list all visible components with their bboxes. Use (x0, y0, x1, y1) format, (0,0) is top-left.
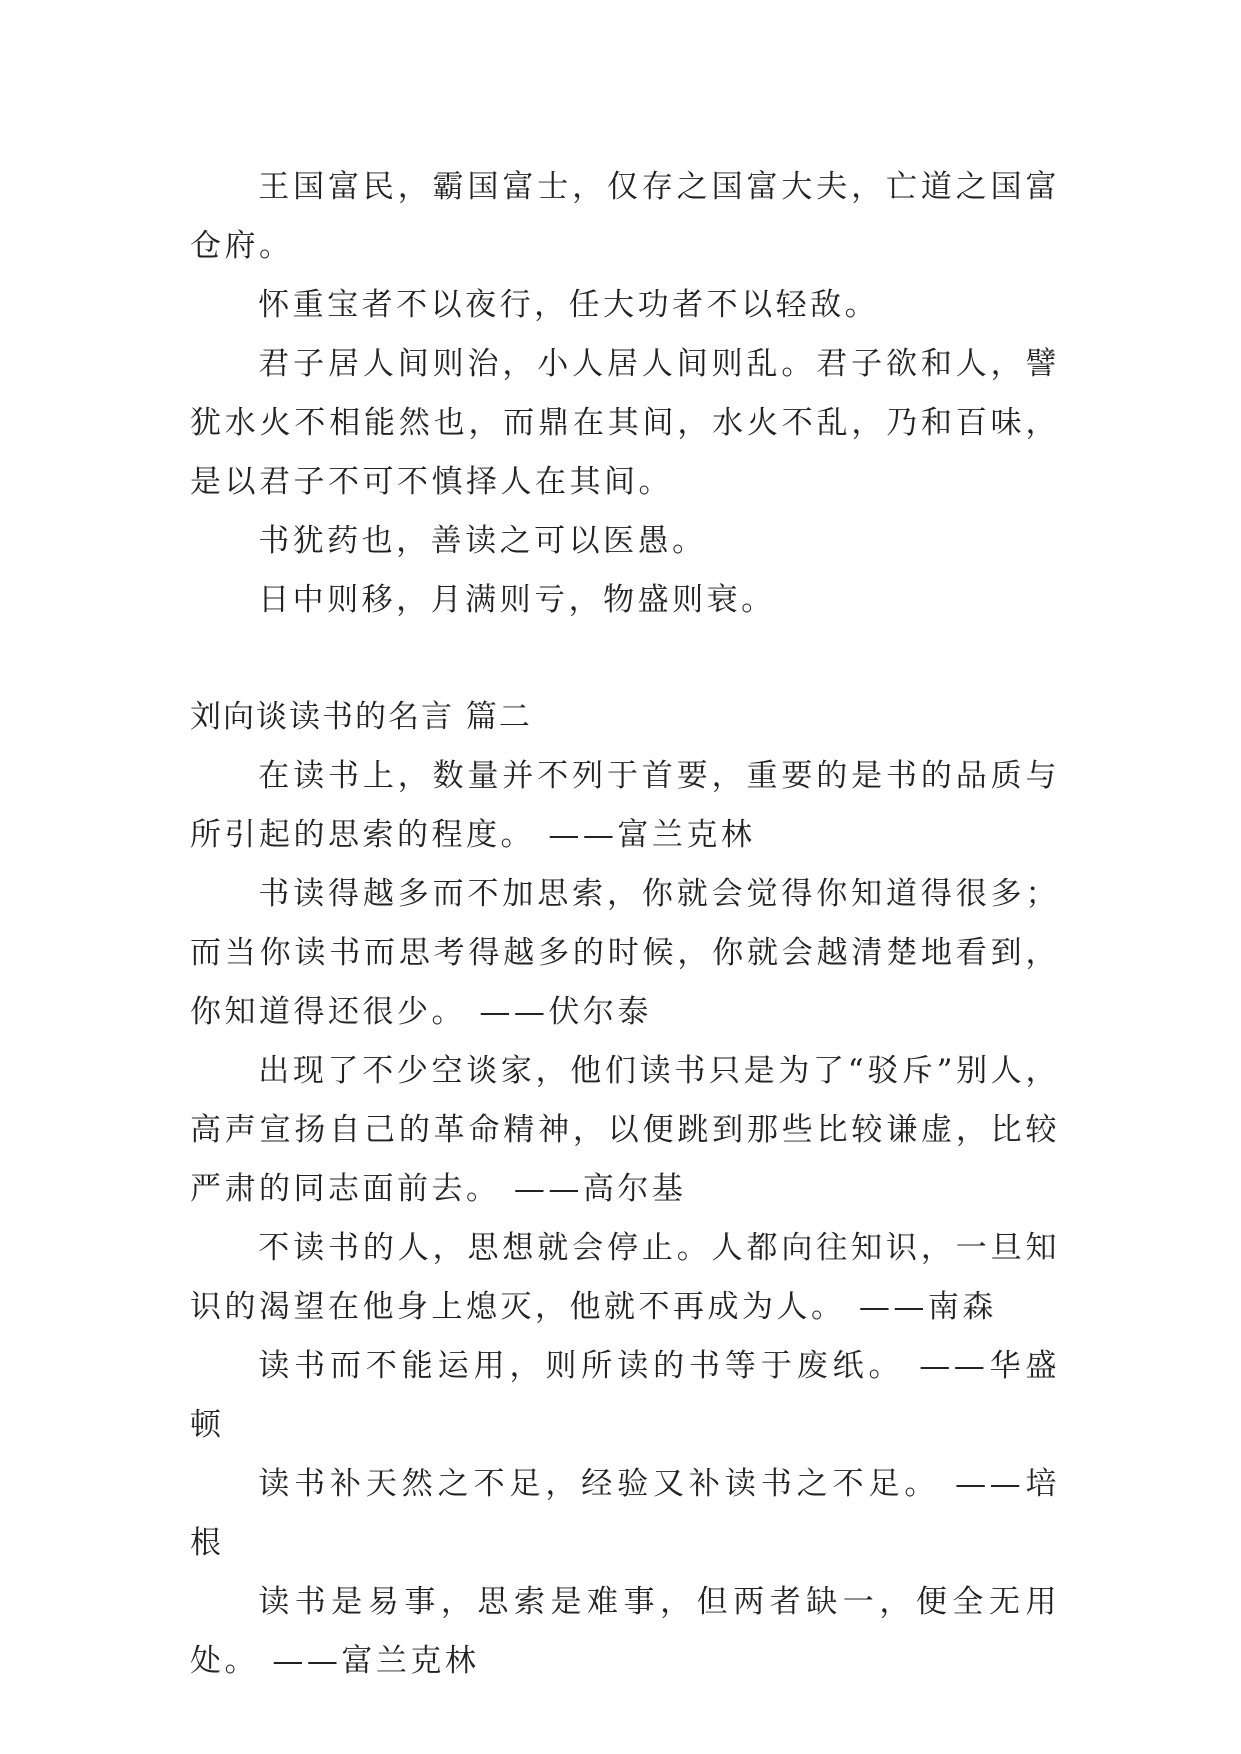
paragraph: 君子居人间则治，小人居人间则乱。君子欲和人，譬犹水火不相能然也，而鼎在其间，水火不乱，乃和百味，是以君子不可不慎择人在其间。 (190, 346, 1060, 500)
paragraph: 怀重宝者不以夜行，任大功者不以轻敌。 (258, 287, 880, 323)
paragraph: 日中则移，月满则亏，物盛则衰。 (258, 582, 776, 618)
document-body (190, 158, 1060, 1691)
quote-paragraph: 在读书上，数量并不列于首要，重要的是书的品质与所引起的思索的程度。 ——富兰克林 (190, 758, 1060, 853)
quote-paragraph: 书读得越多而不加思索，你就会觉得你知道得很多；而当你读书而思考得越多的时候，你就会越清楚地看到，你知道得还很少。 ——伏尔泰 (190, 876, 1060, 1030)
paragraph: 书犹药也，善读之可以医愚。 (258, 523, 707, 559)
paragraph: 王国富民，霸国富士，仅存之国富大夫，亡道之国富仓府。 (190, 169, 1060, 264)
section-heading: 刘向谈读书的名言 篇二 (190, 699, 532, 735)
quote-paragraph: 出现了不少空谈家，他们读书只是为了“驳斥”别人，高声宣扬自己的革命精神，以便跳到那些比较谦虚，比较严肃的同志面前去。 ——高尔基 (190, 1053, 1060, 1207)
quote-paragraph: 读书补天然之不足，经验又补读书之不足。 ——培根 (190, 1466, 1060, 1561)
quote-paragraph: 读书而不能运用，则所读的书等于废纸。 ——华盛顿 (190, 1348, 1060, 1443)
quote-paragraph: 不读书的人，思想就会停止。人都向往知识，一旦知识的渴望在他身上熄灭，他就不再成为人。 ——南森 (190, 1230, 1060, 1325)
quote-paragraph: 读书是易事，思索是难事，但两者缺一，便全无用处。 ——富兰克林 (190, 1584, 1060, 1679)
